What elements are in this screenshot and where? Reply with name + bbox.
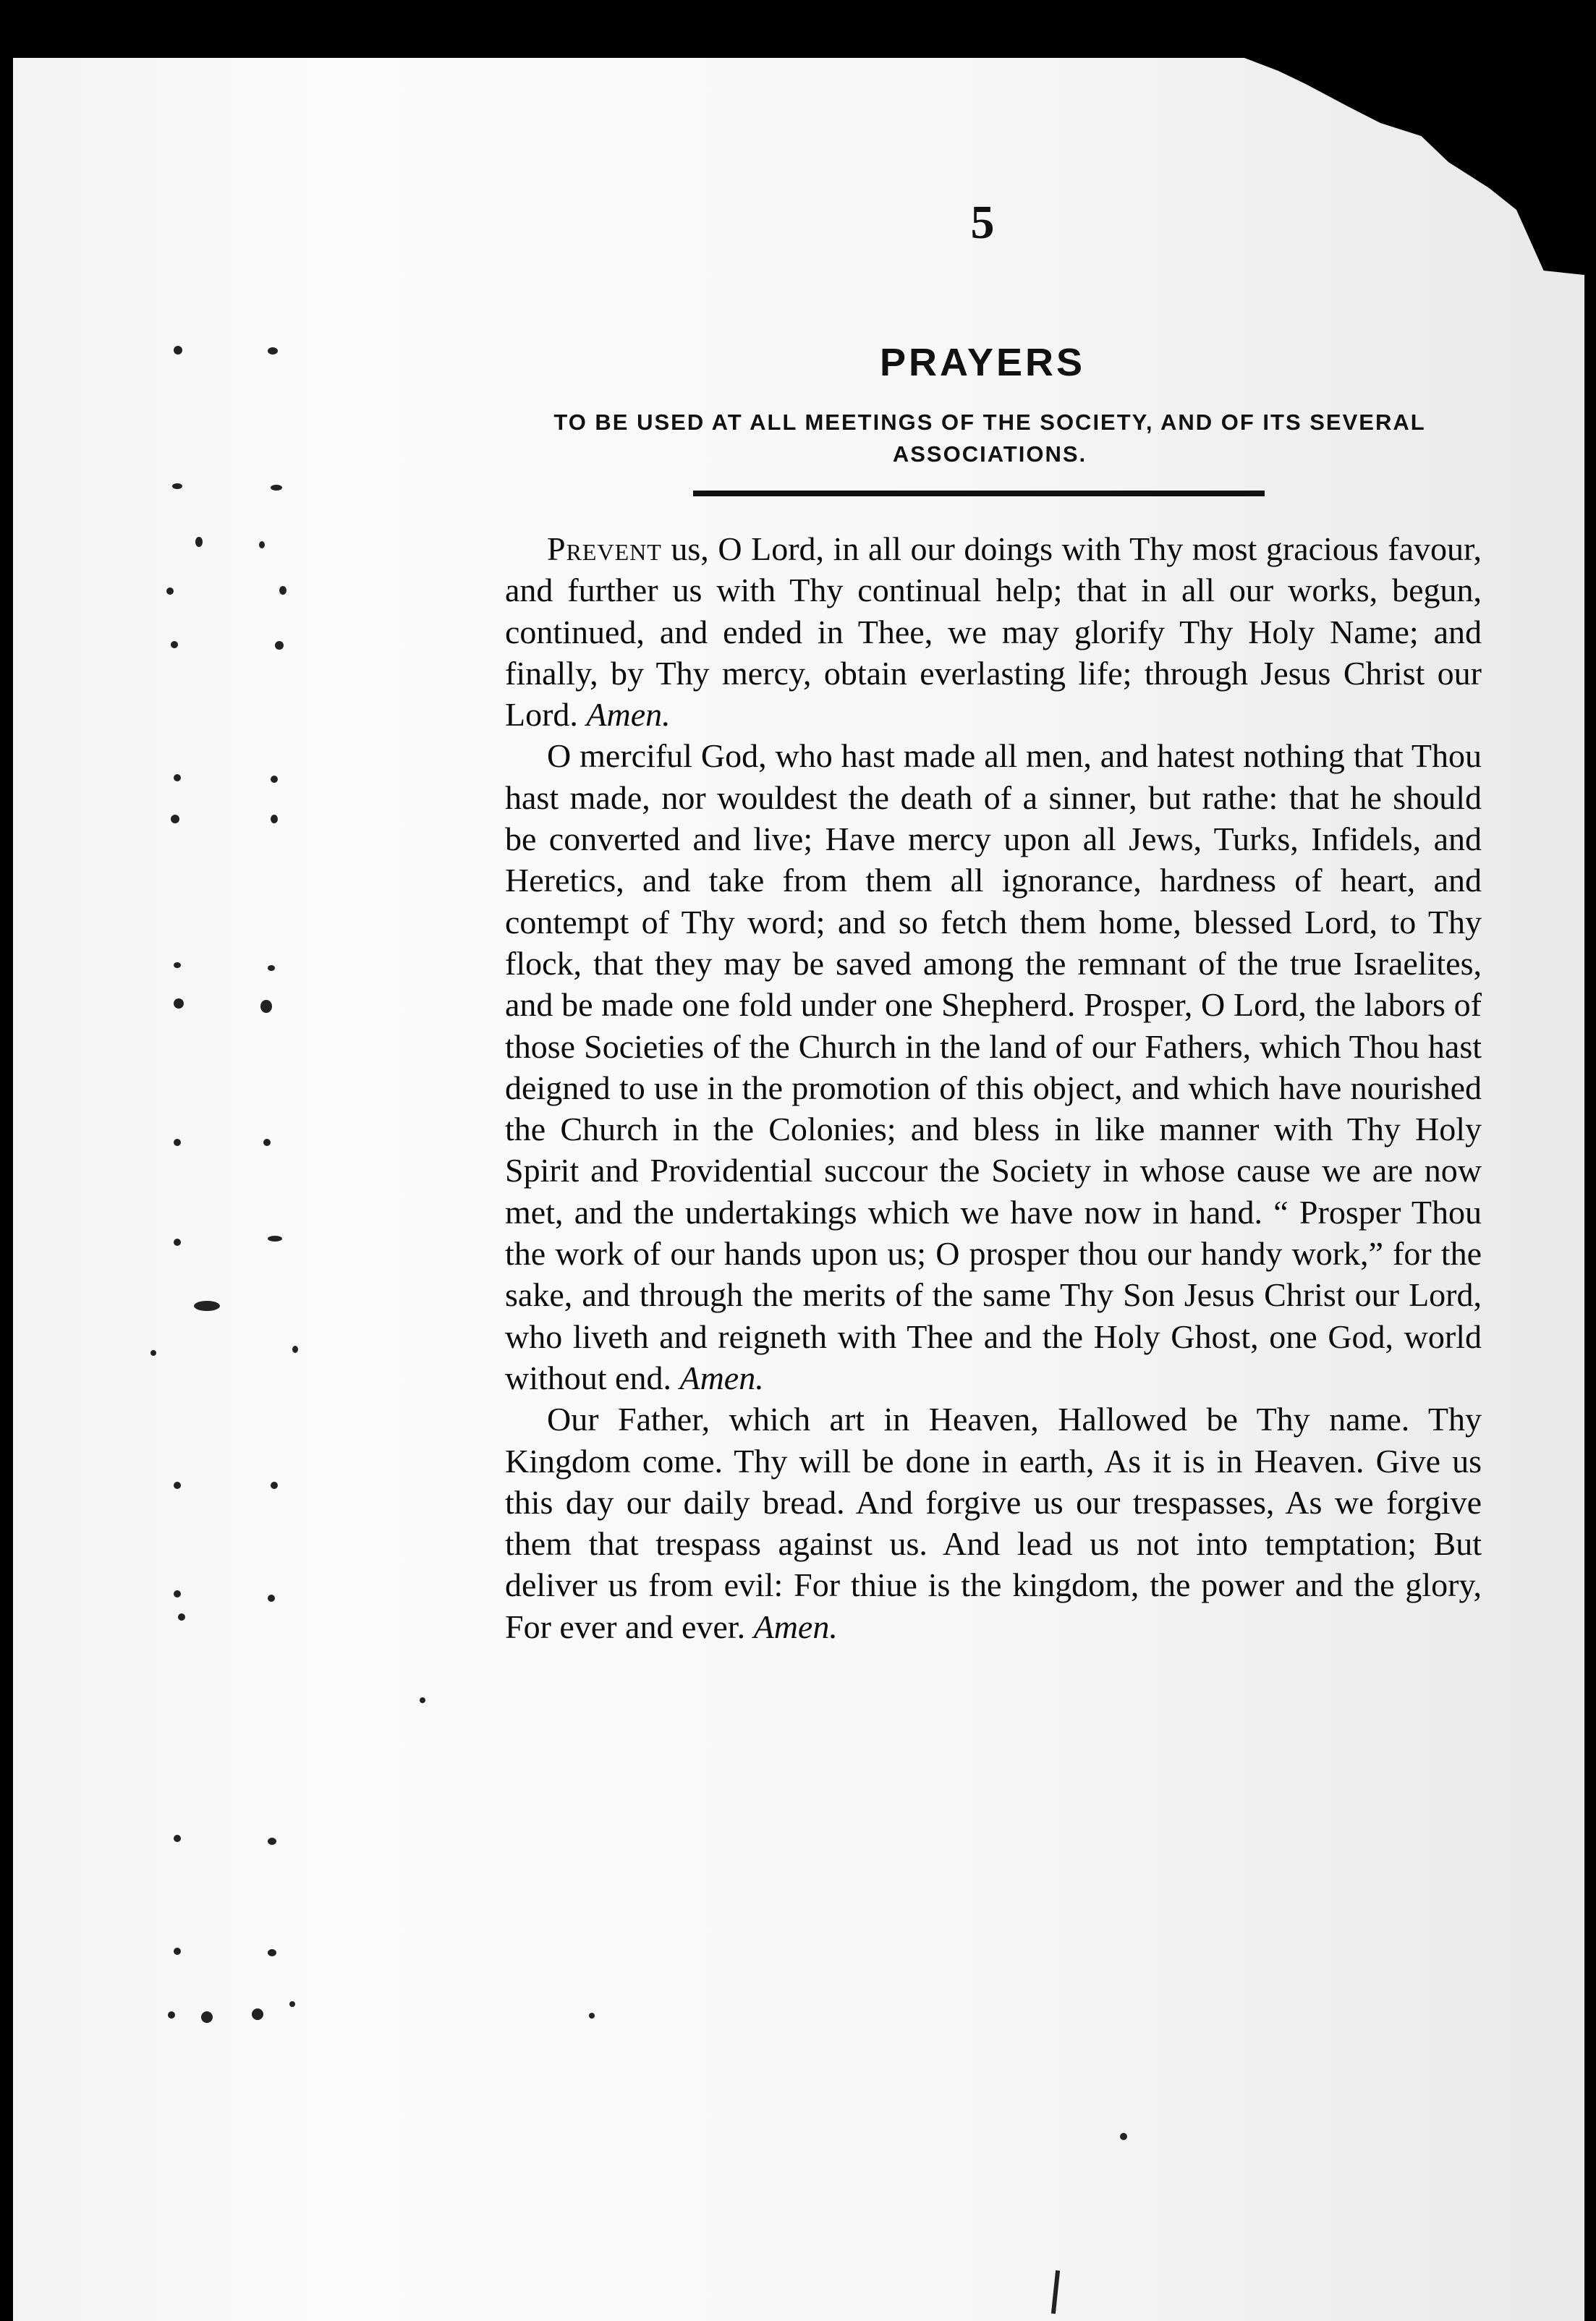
binding-hole [268,1595,275,1602]
binding-hole [168,2011,175,2019]
prayer-paragraph [505,1399,1482,1647]
binding-hole [194,1301,220,1311]
binding-hole [289,2001,295,2007]
prayer-text: us, O Lord, in all our doings with Thy most gracious favour, and further us with Thy continual help; that in all our works, begun, continued, and ended in Thee, we may glorify Thy Holy Name; and finally, by Thy mercy, obtain everlasting life; through Jesus Christ our Lord. [505,530,1482,734]
ink-mark [1051,2270,1060,2314]
document-page [13,58,1584,2321]
binding-hole [268,1949,276,1956]
prayer-amen: Amen. [753,1608,838,1645]
heading-rule [693,491,1265,496]
binding-hole [589,2013,595,2019]
prayer-amen: Amen. [586,696,671,734]
binding-hole [292,1346,298,1353]
binding-hole [174,1482,181,1489]
binding-hole [174,1139,181,1146]
prayer-amen: Amen. [679,1359,764,1396]
binding-holes [13,58,317,2321]
binding-hole [174,346,182,355]
torn-corner [1244,58,1584,275]
binding-hole [271,776,278,783]
binding-hole [420,1697,425,1703]
binding-hole [150,1350,156,1356]
binding-hole [174,774,181,781]
prayers-body [505,528,1482,1647]
binding-hole [178,1613,185,1621]
binding-hole [268,965,275,971]
binding-hole [259,541,265,548]
binding-hole [271,1482,278,1489]
binding-hole [263,1139,271,1146]
binding-hole [171,815,179,823]
binding-hole [172,483,182,489]
binding-hole [195,537,203,547]
binding-hole [271,815,278,823]
binding-hole [268,1838,276,1845]
binding-hole [275,641,284,650]
binding-hole [279,586,286,595]
binding-hole [1120,2133,1127,2140]
binding-hole [252,2008,263,2020]
binding-hole [174,998,184,1009]
binding-hole [174,1239,181,1246]
prayer-paragraph [505,735,1482,1399]
binding-hole [171,641,178,648]
binding-hole [201,2011,213,2023]
binding-hole [268,1236,282,1242]
binding-hole [268,347,278,355]
binding-hole [174,962,181,968]
binding-hole [174,1948,181,1955]
prayer-text: O merciful God, who hast made all men, and hatest nothing that Thou hast made, nor wouldest the death of a sinner, but rathe: that he should be converted and live; Have mercy upon all Jews, Turks, Infidels, and Heretics, and take from them all ignorance, hardness of heart, and contempt of Thy word; and so fetch them home, blessed Lord, to Thy flock, that they may be saved among the remnant of the true Israelites, and be made one fold under one Shepherd. Prosper, O Lord, the labors of those Societies of the Church in the land of our Fathers, which Thou hast deigned to use in the promotion of this object, and which have nourished the Church in the Colonies; and bless in like manner with Thy Holy Spirit and Providential succour the Society in whose cause we are now met, and the undertakings which we have now in hand. “ Prosper Thou the work of our hands upon us; O prosper thou our handy work,” for the sake, and through the merits of the same Thy Son Jesus Christ our Lord, who liveth and reigneth with Thee and the Holy Ghost, one God, world without end. [505,737,1482,1396]
binding-hole [174,1590,181,1597]
binding-hole [174,1835,181,1842]
binding-hole [260,1000,272,1013]
page-subheading: TO BE USED AT ALL MEETINGS OF THE SOCIETY, AND OF ITS SEVERAL ASSOCIATIONS. [553,410,1426,467]
prayer-paragraph [505,528,1482,735]
prayer-text: Our Father, which art in Heaven, Hallowed be Thy name. Thy Kingdom come. Thy will be done in earth, As it is in Heaven. Give us this day our daily bread. And forgive us our trespasses, As we forgive them that trespass against us. And lead us not into temptation; But deliver us from evil: For thiue is the kingdom, the power and the glory, For ever and ever. [505,1401,1482,1645]
binding-hole [166,587,174,595]
prayer-lead-word: Prevent [547,530,662,567]
page-heading: PRAYERS [879,341,1086,384]
binding-hole [271,485,282,491]
page-number: 5 [970,196,995,249]
